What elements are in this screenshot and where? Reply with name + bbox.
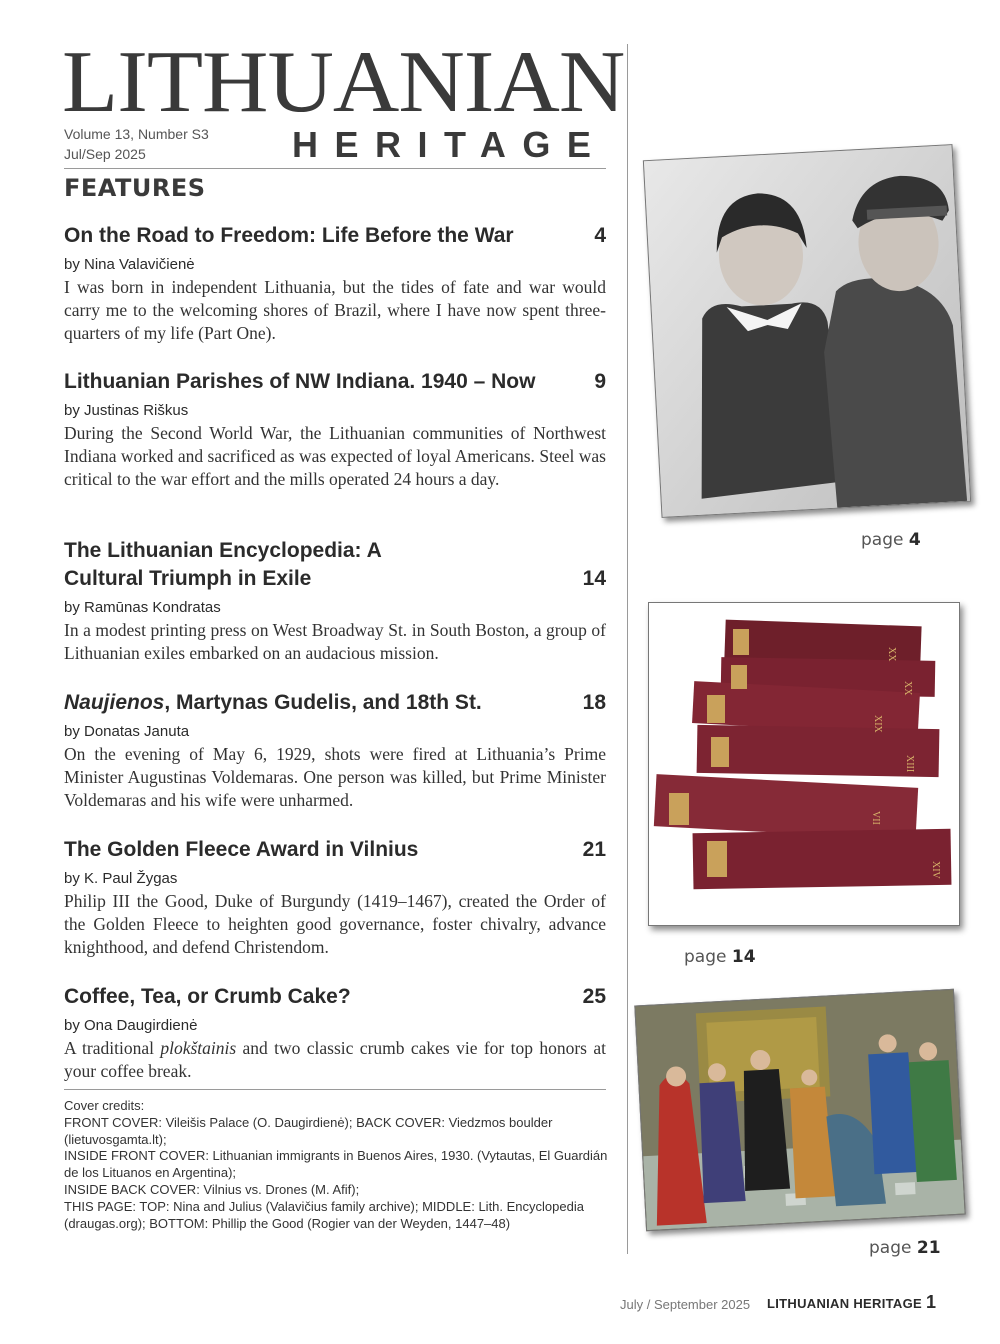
article-author: by Ona Daugirdienė	[64, 1017, 198, 1034]
credits-heading: Cover credits:	[64, 1098, 145, 1113]
photo-caption	[861, 530, 921, 550]
article-title-row[interactable]	[64, 222, 606, 250]
article-author: by Nina Valavičienė	[64, 256, 195, 273]
article-title-row[interactable]	[64, 836, 606, 864]
article-title[interactable]: Lithuanian Parishes of NW Indiana. 1940 – Now	[64, 370, 536, 393]
caption-label: page	[869, 1238, 912, 1258]
caption-page-number: 4	[908, 530, 921, 550]
column-divider	[627, 44, 628, 1254]
spine-text: XIX	[872, 715, 883, 733]
article-item[interactable]	[64, 983, 606, 1083]
photo-caption	[684, 947, 756, 967]
article-page-number: 14	[582, 567, 606, 590]
article-author: by Donatas Januta	[64, 723, 190, 740]
article-item[interactable]	[64, 689, 606, 812]
article-author: by K. Paul Žygas	[64, 870, 178, 887]
article-page-number: 4	[594, 224, 606, 247]
article-title-rest: , Martynas Gudelis, and 18th St.	[164, 691, 482, 714]
caption-page-number: 21	[916, 1238, 941, 1258]
article-page-number: 18	[582, 691, 606, 714]
article-summary: During the Second World War, the Lithuanian communities of Northwest Indiana worked and sacrificed as was expected of loyal Americans. Steel was critical to the war effort and the mills operated 24 hours a day.	[64, 423, 606, 489]
footer-magazine-name: LITHUANIAN HERITAGE	[767, 1296, 922, 1311]
credits-rule	[64, 1089, 606, 1090]
encyclopedia-photo-image	[649, 603, 959, 925]
article-item[interactable]	[64, 368, 606, 491]
spine-text: VII	[870, 811, 881, 825]
summary-text: and two classic crumb cakes vie for top honors at your coffee break.	[64, 1038, 606, 1081]
article-page-number: 25	[582, 985, 606, 1008]
article-page-number: 21	[582, 838, 606, 861]
credits-line: INSIDE FRONT COVER: Lithuanian immigrants in Buenos Aires, 1930. (Vytautas, El Guardián de los Lituanos en Argentina);	[64, 1148, 608, 1181]
issue-volume: Volume 13, Number S3	[64, 126, 209, 142]
encyclopedia-photo[interactable]	[648, 602, 960, 926]
article-title-italic: Naujienos	[64, 691, 165, 714]
article-item[interactable]	[64, 836, 606, 959]
photo-caption	[869, 1238, 941, 1258]
caption-label: page	[684, 947, 727, 967]
article-summary	[64, 1037, 606, 1083]
article-title[interactable]	[64, 691, 482, 714]
spine-text: XIII	[904, 755, 915, 773]
article-summary: I was born in independent Lithuania, but the tides of fate and war would carry me to the welcoming shores of Brazil, where I have now spent three-quarters of my life (Part One).	[64, 277, 606, 343]
credits-line: THIS PAGE: TOP: Nina and Julius (Valavičius family archive); MIDDLE: Lith. Encyclopedia (draugas.org); BOTTOM: Phillip the Good (Rogier van der Weyden, 1447–48)	[64, 1198, 584, 1231]
article-title-row[interactable]	[64, 537, 606, 593]
masthead-rule	[64, 168, 606, 169]
children-photo-image	[644, 145, 970, 517]
article-title-row[interactable]	[64, 983, 606, 1011]
credits-line: FRONT COVER: Vileišis Palace (O. Daugirdienė); BACK COVER: Viedzmos boulder (lietuvosgamta.lt);	[64, 1114, 553, 1147]
features-heading: FEATURES	[64, 174, 206, 202]
article-author: by Justinas Riškus	[64, 402, 189, 419]
summary-italic: plokštainis	[160, 1038, 237, 1058]
article-item[interactable]	[64, 537, 606, 665]
caption-page-number: 14	[731, 947, 756, 967]
article-title[interactable]: On the Road to Freedom: Life Before the War	[64, 224, 514, 247]
article-author: by Ramūnas Kondratas	[64, 599, 221, 616]
masthead-title: LITHUANIAN	[62, 33, 625, 131]
masthead-subtitle: HERITAGE	[292, 124, 608, 165]
article-title[interactable]: The Lithuanian Encyclopedia: A Cultural Triumph in Exile	[64, 539, 381, 590]
article-summary: Philip III the Good, Duke of Burgundy (1419–1467), created the Order of the Golden Fleece to heighten good governance, foster chivalry, advance knighthood, and defend Christendom.	[64, 891, 606, 957]
footer-page-number: 1	[926, 1292, 937, 1312]
article-title-row[interactable]	[64, 368, 606, 396]
credits-line: INSIDE BACK COVER: Vilnius vs. Drones (M. Afif);	[64, 1181, 360, 1197]
spine-text: XX	[886, 647, 897, 662]
article-title-row[interactable]	[64, 689, 606, 717]
article-title[interactable]: The Golden Fleece Award in Vilnius	[64, 838, 419, 861]
spine-text: XX	[902, 681, 913, 696]
golden-fleece-painting[interactable]	[634, 989, 965, 1231]
spine-text: XIV	[930, 861, 941, 879]
painting-image	[635, 990, 964, 1230]
summary-text: A traditional	[64, 1038, 161, 1058]
article-page-number: 9	[594, 370, 606, 393]
article-item[interactable]	[64, 222, 606, 345]
article-title[interactable]: Coffee, Tea, or Crumb Cake?	[64, 985, 351, 1008]
article-summary: On the evening of May 6, 1929, shots were fired at Lithuania’s Prime Minister Augustinas Voldemaras. One person was killed, but Prime Minister Voldemaras and his wife were unharmed.	[64, 744, 606, 810]
footer-date: July / September 2025	[620, 1297, 751, 1312]
children-photo[interactable]	[643, 144, 971, 518]
issue-date: Jul/Sep 2025	[64, 146, 146, 162]
cover-credits	[64, 1098, 610, 1232]
caption-label: page	[861, 530, 904, 550]
article-summary: In a modest printing press on West Broadway St. in South Boston, a group of Lithuanian exiles embarked on an audacious mission.	[64, 620, 606, 663]
